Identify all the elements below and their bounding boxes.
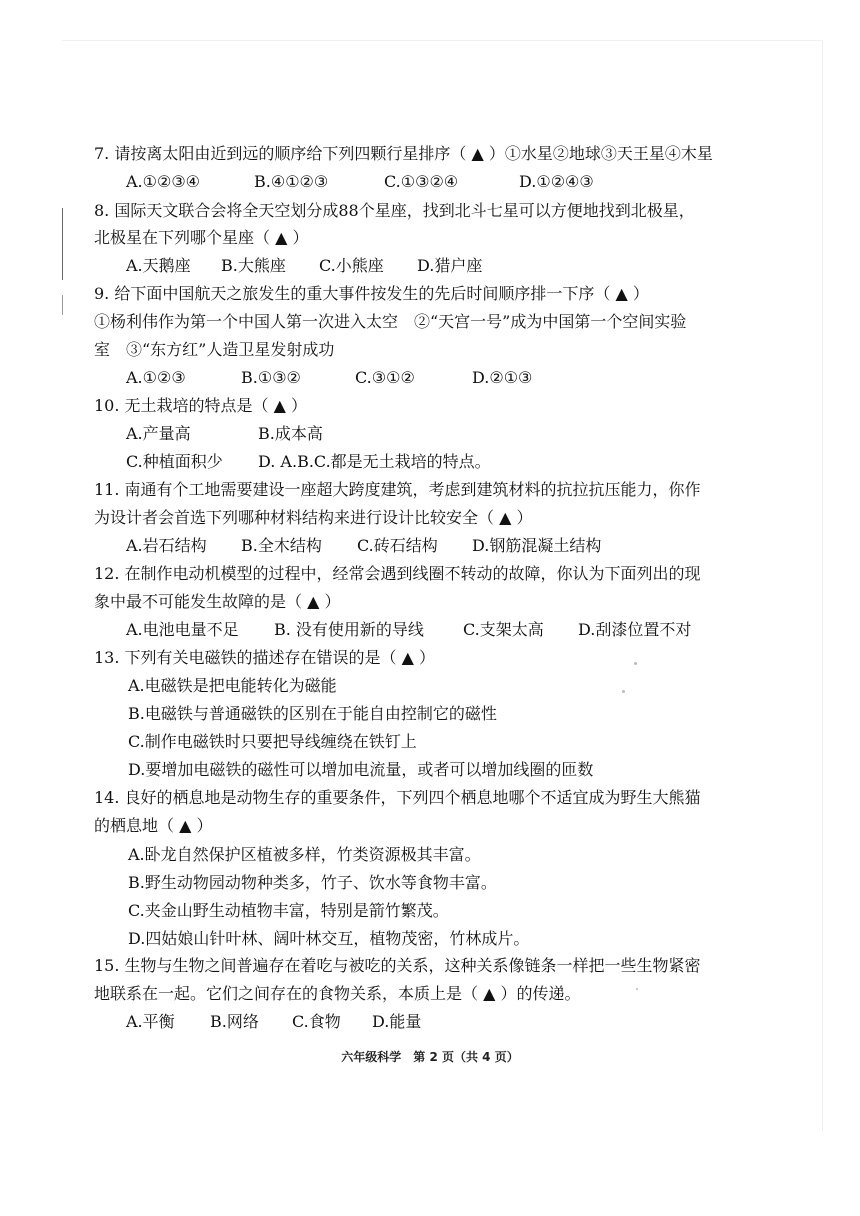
question-14-option-a: A.卧龙自然保护区植被多样，竹类资源极其丰富。 [128, 845, 481, 864]
question-10-option-b: B.成本高 [258, 424, 323, 443]
question-15-stem-line1: 15. 生物与生物之间普遍存在着吃与被吃的关系，这种关系像链条一样把一些生物紧密 [94, 956, 701, 975]
question-12-option-d: D.刮漆位置不对 [578, 620, 692, 639]
question-8-option-d: D.猎户座 [417, 256, 483, 275]
question-7-option-d: D.①②④③ [519, 172, 594, 191]
question-9-stem-line1: 9. 给下面中国航天之旅发生的重大事件按发生的先后时间顺序排一下序（ ▲ ） [94, 284, 649, 303]
question-8-option-b: B.大熊座 [221, 256, 286, 275]
question-13-option-a: A.电磁铁是把电能转化为磁能 [128, 676, 337, 695]
question-9-option-d: D.②①③ [472, 368, 533, 387]
question-15-option-a: A.平衡 [126, 1012, 175, 1031]
question-11-stem-line1: 11. 南通有个工地需要建设一座超大跨度建筑，考虑到建筑材料的抗拉抗压能力，你作 [94, 480, 701, 499]
question-9-stem-line2: ①杨利伟作为第一个中国人第一次进入太空 ②“天宫一号”成为中国第一个空间实验 [94, 312, 687, 331]
question-15-option-d: D.能量 [372, 1012, 422, 1031]
question-11-option-b: B.全木结构 [241, 536, 322, 555]
question-15-option-c: C.食物 [292, 1012, 341, 1031]
question-9-option-c: C.③①② [355, 368, 415, 387]
question-12-stem-line1: 12. 在制作电动机模型的过程中，经常会遇到线圈不转动的故障，你认为下面列出的现 [94, 564, 701, 583]
scan-speck [622, 690, 625, 693]
question-9-option-a: A.①②③ [126, 368, 186, 387]
question-14-option-c: C.夹金山野生动植物丰富，特别是箭竹繁茂。 [128, 901, 449, 920]
scan-speck [636, 988, 638, 990]
question-14-stem-line2: 的栖息地（ ▲ ） [94, 816, 213, 835]
question-11-stem-line2: 为设计者会首选下列哪种材料结构来进行设计比较安全（ ▲ ） [94, 508, 533, 527]
question-13-option-b: B.电磁铁与普通磁铁的区别在于能自由控制它的磁性 [128, 704, 497, 723]
question-11-option-d: D.钢筋混凝土结构 [472, 536, 602, 555]
question-7-option-c: C.①③②④ [384, 172, 459, 191]
question-12-option-c: C.支架太高 [463, 620, 544, 639]
question-9-option-b: B.①③② [241, 368, 301, 387]
question-8-stem-line1: 8. 国际天文联合会将全天空划分成88个星座，找到北斗七星可以方便地找到北极星， [94, 201, 695, 220]
question-15-option-b: B.网络 [210, 1012, 259, 1031]
question-14-stem-line1: 14. 良好的栖息地是动物生存的重要条件，下列四个栖息地哪个不适宜成为野生大熊猫 [94, 788, 701, 807]
question-10-option-d: D. A.B.C.都是无土栽培的特点。 [258, 452, 491, 471]
question-8-stem-line2: 北极星在下列哪个星座（ ▲ ） [94, 228, 309, 247]
question-12-option-b: B. 没有使用新的导线 [274, 620, 424, 639]
question-13-stem: 13. 下列有关电磁铁的描述存在错误的是（ ▲ ） [94, 648, 436, 667]
question-15-stem-line2: 地联系在一起。它们之间存在的食物关系，本质上是（ ▲ ）的传递。 [94, 984, 581, 1003]
question-11-option-a: A.岩石结构 [126, 536, 207, 555]
question-7-option-a: A.①②③④ [126, 172, 201, 191]
margin-mark [62, 208, 63, 280]
question-9-stem-line3: 室 ③“东方红”人造卫星发射成功 [94, 340, 335, 359]
margin-mark [62, 295, 63, 315]
question-8-option-c: C.小熊座 [319, 256, 384, 275]
question-8-option-a: A.天鹅座 [126, 256, 191, 275]
question-7-stem: 7. 请按离太阳由近到远的顺序给下列四颗行星排序（ ▲ ）①水星②地球③天王星④木星 [94, 144, 713, 163]
question-14-option-b: B.野生动物园动物种类多，竹子、饮水等食物丰富。 [128, 873, 497, 892]
scan-speck [634, 662, 637, 665]
page-footer: 六年级科学 第 2 页（共 4 页） [341, 1050, 519, 1064]
question-7-option-b: B.④①②③ [254, 172, 329, 191]
question-11-option-c: C.砖石结构 [357, 536, 438, 555]
question-10-stem: 10. 无土栽培的特点是（ ▲ ） [94, 396, 308, 415]
question-12-option-a: A.电池电量不足 [126, 620, 239, 639]
question-13-option-c: C.制作电磁铁时只要把导线缠绕在铁钉上 [128, 732, 417, 751]
question-14-option-d: D.四姑娘山针叶林、阔叶林交互，植物茂密，竹林成片。 [128, 929, 530, 948]
question-12-stem-line2: 象中最不可能发生故障的是（ ▲ ） [94, 592, 341, 611]
question-10-option-c: C.种植面积少 [126, 452, 223, 471]
question-10-option-a: A.产量高 [126, 424, 191, 443]
question-13-option-d: D.要增加电磁铁的磁性可以增加电流量，或者可以增加线圈的匝数 [128, 760, 594, 779]
